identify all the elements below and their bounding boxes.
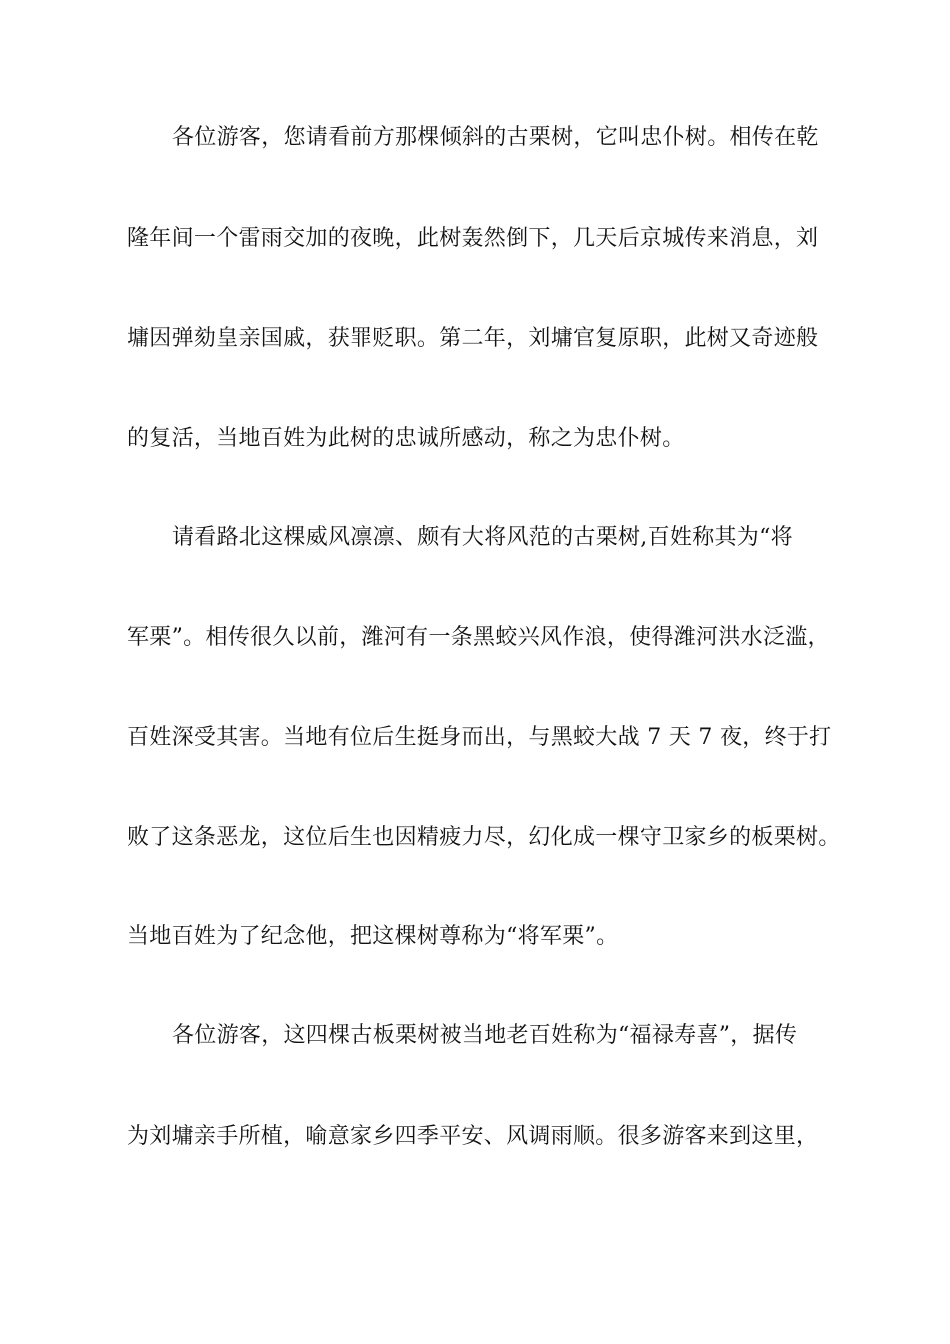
paragraph-3-line-2: 为刘墉亲手所植，喻意家乡四季平安、风调雨顺。很多游客来到这里， xyxy=(127,1124,819,1149)
paragraph-3-line-1: 各位游客，这四棵古板栗树被当地老百姓称为“福禄寿喜”，据传 xyxy=(172,1023,798,1048)
paragraph-2-line-3: 百姓深受其害。当地有位后生挺身而出，与黑蛟大战 7 天 7 夜，终于打 xyxy=(127,725,832,750)
paragraph-2-line-2: 军栗”。相传很久以前，潍河有一条黑蛟兴风作浪，使得潍河洪水泛滥， xyxy=(127,625,830,650)
paragraph-2-line-5: 当地百姓为了纪念他，把这棵树尊称为“将军栗”。 xyxy=(127,924,619,949)
paragraph-1-line-2: 隆年间一个雷雨交加的夜晚，此树轰然倒下，几天后京城传来消息，刘 xyxy=(127,226,819,251)
paragraph-1-line-3: 墉因弹劾皇亲国戚，获罪贬职。第二年，刘墉官复原职，此树又奇迹般 xyxy=(127,326,819,351)
paragraph-2-line-4: 败了这条恶龙，这位后生也因精疲力尽，幻化成一棵守卫家乡的板栗树。 xyxy=(127,825,841,850)
paragraph-1-line-4: 的复活，当地百姓为此树的忠诚所感动，称之为忠仆树。 xyxy=(127,426,685,451)
paragraph-1-line-1: 各位游客，您请看前方那棵倾斜的古栗树，它叫忠仆树。相传在乾 xyxy=(172,125,819,150)
paragraph-2-line-1: 请看路北这棵威风凛凛、颇有大将风范的古栗树,百姓称其为“将 xyxy=(172,525,793,550)
